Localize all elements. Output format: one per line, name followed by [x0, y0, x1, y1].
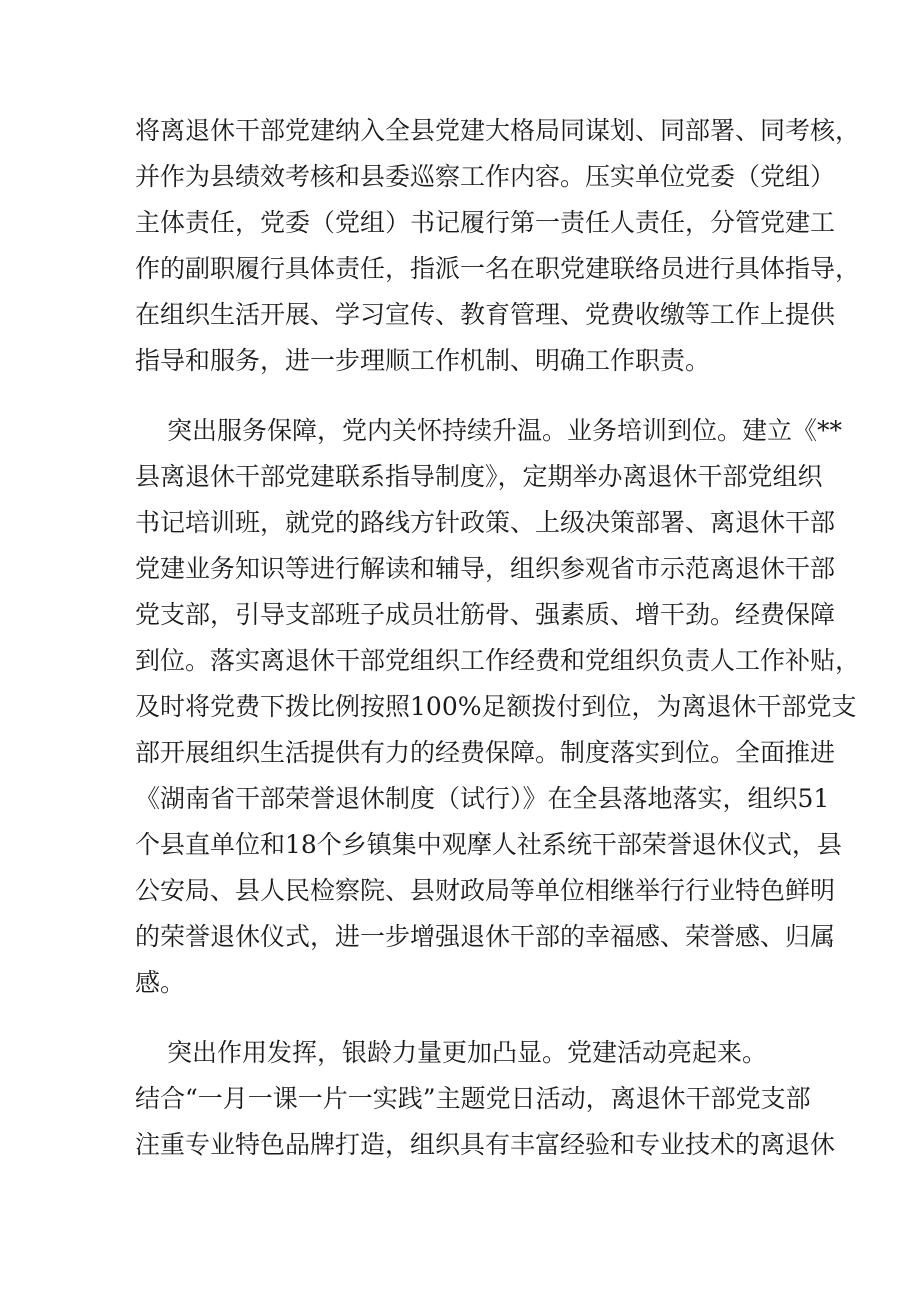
text-line: 指导和服务，进一步理顺工作机制、明确工作职责。	[135, 346, 711, 375]
text-line: 作的副职履行具体责任，指派一名在职党建联络员进行具体指导，	[135, 254, 861, 283]
text-line: 党支部，引导支部班子成员壮筋骨、强素质、增干劲。经费保障	[135, 600, 836, 629]
text-line: 并作为县绩效考核和县委巡察工作内容。压实单位党委（党组）	[135, 162, 836, 191]
text-line: 的荣誉退休仪式，进一步增强退休干部的幸福感、荣誉感、归属	[135, 922, 836, 951]
text-line: 突出服务保障，党内关怀持续升温。业务培训到位。建立《**	[167, 416, 843, 445]
paragraph-role-play	[135, 1030, 836, 1168]
text-line: 主体责任，党委（党组）书记履行第一责任人责任，分管党建工	[135, 208, 836, 237]
text-line: 党建业务知识等进行解读和辅导，组织参观省市示范离退休干部	[135, 554, 836, 583]
text-line: 个县直单位和18个乡镇集中观摩人社系统干部荣誉退休仪式，县	[135, 830, 842, 859]
text-line: 结合“一月一课一片一实践”主题党日活动，离退休干部党支部	[135, 1084, 811, 1113]
text-line: 在组织生活开展、学习宣传、教育管理、党费收缴等工作上提供	[135, 300, 836, 329]
text-line: 县离退休干部党建联系指导制度》，定期举办离退休干部党组织	[135, 462, 823, 491]
text-line: 公安局、县人民检察院、县财政局等单位相继举行行业特色鲜明	[135, 876, 836, 905]
paragraph-service-guarantee	[135, 408, 861, 1006]
text-line: 书记培训班，就党的路线方针政策、上级决策部署、离退休干部	[135, 508, 836, 537]
text-line: 注重专业特色品牌打造，组织具有丰富经验和专业技术的离退休	[135, 1130, 836, 1159]
text-line: 部开展组织生活提供有力的经费保障。制度落实到位。全面推进	[135, 738, 836, 767]
paragraph-leadership-mechanism	[135, 108, 861, 384]
text-line: 突出作用发挥，银龄力量更加凸显。党建活动亮起来。	[167, 1038, 768, 1067]
document-body	[135, 108, 861, 1168]
text-line: 《湖南省干部荣誉退休制度（试行）》在全县落地落实，组织51	[135, 784, 830, 813]
text-line: 感。	[135, 968, 186, 997]
text-line: 到位。落实离退休干部党组织工作经费和党组织负责人工作补贴，	[135, 646, 861, 675]
text-line: 及时将党费下拨比例按照100%足额拨付到位，为离退休干部党支	[135, 692, 857, 721]
text-line: 将离退休干部党建纳入全县党建大格局同谋划、同部署、同考核，	[135, 116, 861, 145]
